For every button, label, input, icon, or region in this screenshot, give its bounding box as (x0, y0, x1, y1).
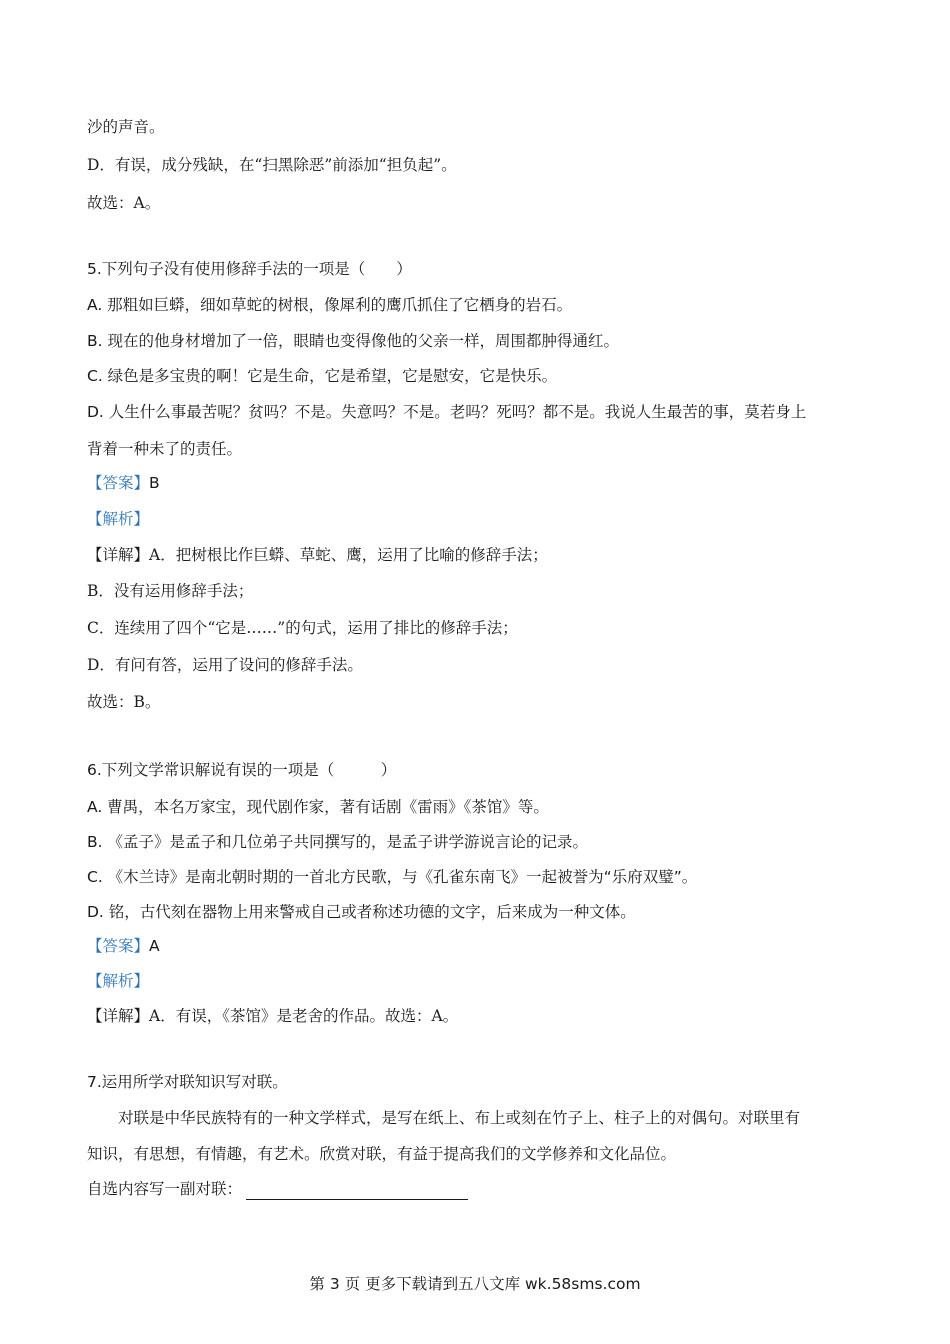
answer-tag: 【答案】 (87, 474, 150, 492)
write-label: 自选内容写一副对联： (87, 1180, 243, 1198)
answer-line (87, 472, 880, 494)
detail-line (87, 544, 880, 566)
option-a: A. 那粗如巨蟒，细如草蛇的树根，像犀利的鹰爪抓住了它栖身的岩石。 (87, 296, 573, 314)
text-line: D．有误，成分残缺，在“扫黑除恶”前添加“担负起”。 (87, 156, 457, 174)
option-b: B. 《孟子》是孟子和几位弟子共同撰写的，是孟子讲学游说言论的记录。 (87, 833, 588, 851)
detail-tag: 【详解】 (87, 1007, 150, 1025)
answer-line (87, 935, 880, 957)
answer-value: B (149, 474, 160, 492)
option-c: C. 绿色是多宝贵的啊！它是生命，它是希望，它是慰安，它是快乐。 (87, 367, 558, 385)
question-5-stem: 5.下列句子没有使用修辞手法的一项是（ ） (87, 260, 412, 278)
text-line: B．没有运用修辞手法； (87, 582, 254, 600)
paragraph-line: 知识，有思想，有情趣，有艺术。欣赏对联，有益于提高我们的文学修养和文化品位。 (87, 1145, 677, 1163)
text-line: C．连续用了四个“它是……”的句式，运用了排比的修辞手法； (87, 619, 518, 637)
option-d: D. 人生什么事最苦呢？贫吗？不是。失意吗？不是。老吗？死吗？都不是。我说人生最苦的事，莫若身上 (87, 403, 807, 421)
option-d: D. 铭，古代刻在器物上用来警戒自己或者称述功德的文字，后来成为一种文体。 (87, 903, 636, 921)
answer-value: A (149, 937, 160, 955)
analysis-tag: 【解析】 (87, 972, 150, 990)
detail-text: A．把树根比作巨蟒、草蛇、鹰，运用了比喻的修辞手法； (149, 546, 548, 564)
detail-text: A．有误，《茶馆》是老舍的作品。故选：A。 (149, 1007, 459, 1025)
text-line: 沙的声音。 (87, 118, 165, 136)
text-line: D．有问有答，运用了设问的修辞手法。 (87, 656, 363, 674)
option-d-cont: 背着一种未了的责任。 (87, 440, 243, 458)
option-b: B. 现在的他身材增加了一倍，眼睛也变得像他的父亲一样，周围都肿得通红。 (87, 332, 619, 350)
detail-line (87, 1005, 880, 1027)
text-line: 故选：B。 (87, 693, 161, 711)
answer-tag: 【答案】 (87, 937, 150, 955)
detail-tag: 【详解】 (87, 546, 150, 564)
page-footer: 第 3 页 更多下载请到五八文库 wk.58sms.com (309, 1275, 641, 1293)
answer-blank[interactable] (246, 1181, 468, 1200)
text-line: 故选：A。 (87, 194, 161, 212)
write-prompt (87, 1178, 880, 1200)
option-c: C. 《木兰诗》是南北朝时期的一首北方民歌，与《孔雀东南飞》一起被誉为“乐府双璧”。 (87, 868, 698, 886)
question-6-stem: 6.下列文学常识解说有误的一项是（ ） (87, 761, 397, 779)
analysis-tag: 【解析】 (87, 510, 150, 528)
paragraph-line: 对联是中华民族特有的一种文学样式，是写在纸上、布上或刻在竹子上、柱子上的对偶句。对联里有 (118, 1109, 801, 1127)
option-a: A. 曹禺，本名万家宝，现代剧作家，著有话剧《雷雨》《茶馆》等。 (87, 798, 549, 816)
question-7-stem: 7.运用所学对联知识写对联。 (87, 1073, 288, 1091)
